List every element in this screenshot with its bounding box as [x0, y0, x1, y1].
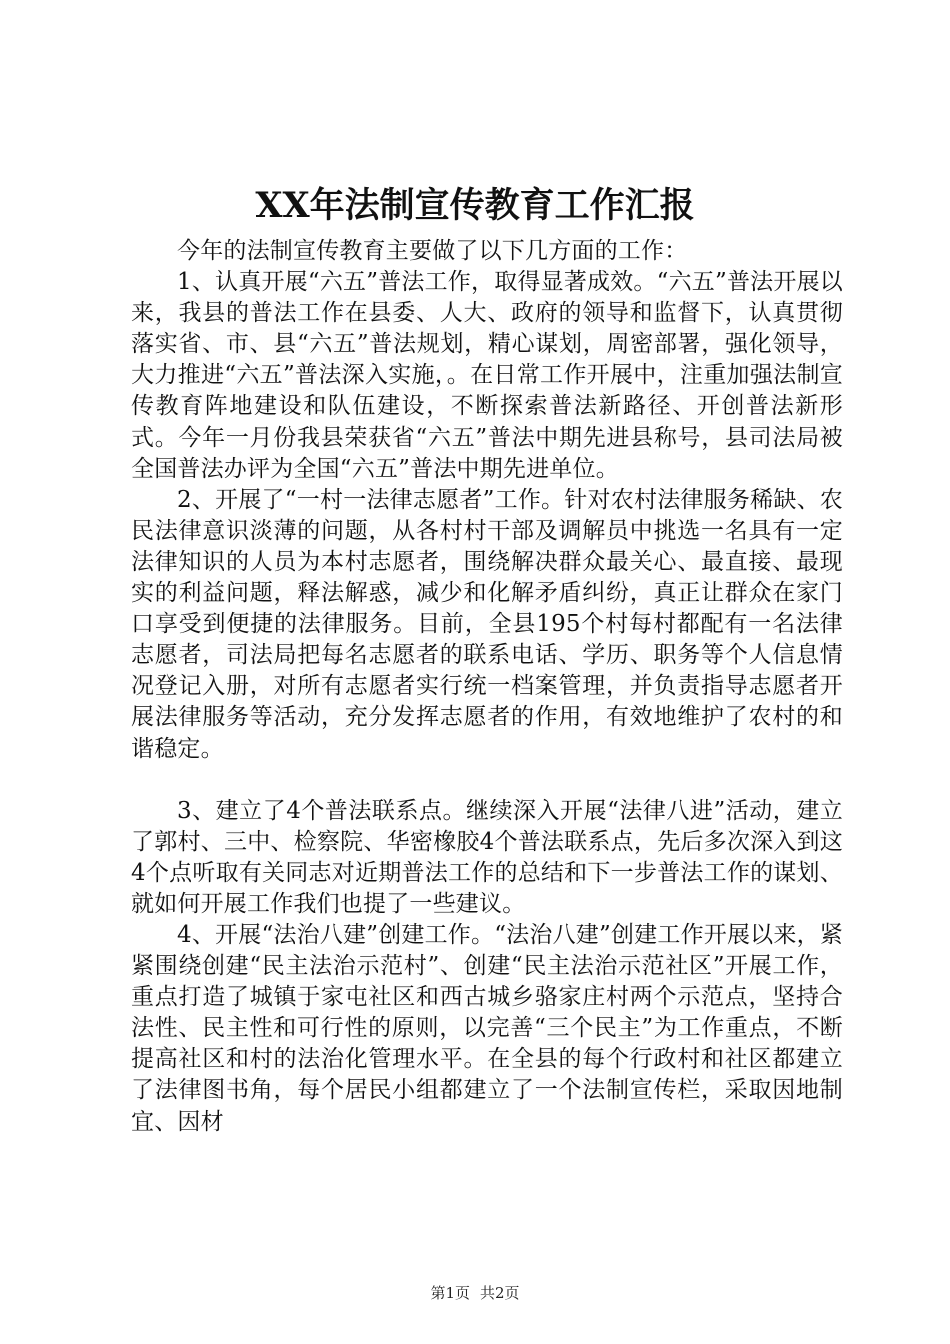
section-4-paragraph: 4、开展“法治八建”创建工作。“法治八建”创建工作开展以来，紧紧围绕创建“民主法治示范村”、创建“民主法治示范社区”开展工作，重点打造了城镇于家屯社区和西古城乡骆家庄村两个示范点，坚持合法性、民主性和可行性的原则，以完善“三个民主”为工作重点，不断提高社区和村的法治化管理水平。在全县的每个行政村和社区都建立了法律图书角，每个居民小组都建立了一个法制宣传栏，采取因地制宜、因材	[131, 921, 843, 1135]
section-1-paragraph: 1、认真开展“六五”普法工作，取得显著成效。“六五”普法开展以来，我县的普法工作在县委、人大、政府的领导和监督下，认真贯彻落实省、市、县“六五”普法规划，精心谋划，周密部署，强化领导，大力推进“六五”普法深入实施，。在日常工作开展中，注重加强法制宣传教育阵地建设和队伍建设，不断探索普法新路径、开创普法新形式。今年一月份我县荣获省“六五”普法中期先进县称号，县司法局被全国普法办评为全国“六五”普法中期先进单位。	[131, 269, 843, 482]
page-total: 共2页	[480, 1284, 520, 1302]
section-3-paragraph: 3、建立了4个普法联系点。继续深入开展“法律八进”活动，建立了郭村、三中、检察院、华密橡胶4个普法联系点，先后多次深入到这4个点听取有关同志对近期普法工作的总结和下一步普法工作的谋划、就如何开展工作我们也提了一些建议。	[131, 797, 843, 917]
page-footer	[0, 1283, 950, 1303]
section-2-paragraph: 2、开展了“一村一法律志愿者”工作。针对农村法律服务稀缺、农民法律意识淡薄的问题，从各村村干部及调解员中挑选一名具有一定法律知识的人员为本村志愿者，围绕解决群众最关心、最直接、最现实的利益问题，释法解惑，减少和化解矛盾纠纷，真正让群众在家门口享受到便捷的法律服务。目前，全县195个村每村都配有一名法律志愿者，司法局把每名志愿者的联系电话、学历、职务等个人信息情况登记入册，对所有志愿者实行统一档案管理，并负责指导志愿者开展法律服务等活动，充分发挥志愿者的作用，有效地维护了农村的和谐稳定。	[131, 486, 843, 762]
document-title: XX年法制宣传教育工作汇报	[255, 185, 695, 226]
page-number: 第1页	[430, 1284, 470, 1302]
document-body	[131, 236, 843, 1138]
intro-paragraph: 今年的法制宣传教育主要做了以下几方面的工作：	[177, 238, 688, 264]
